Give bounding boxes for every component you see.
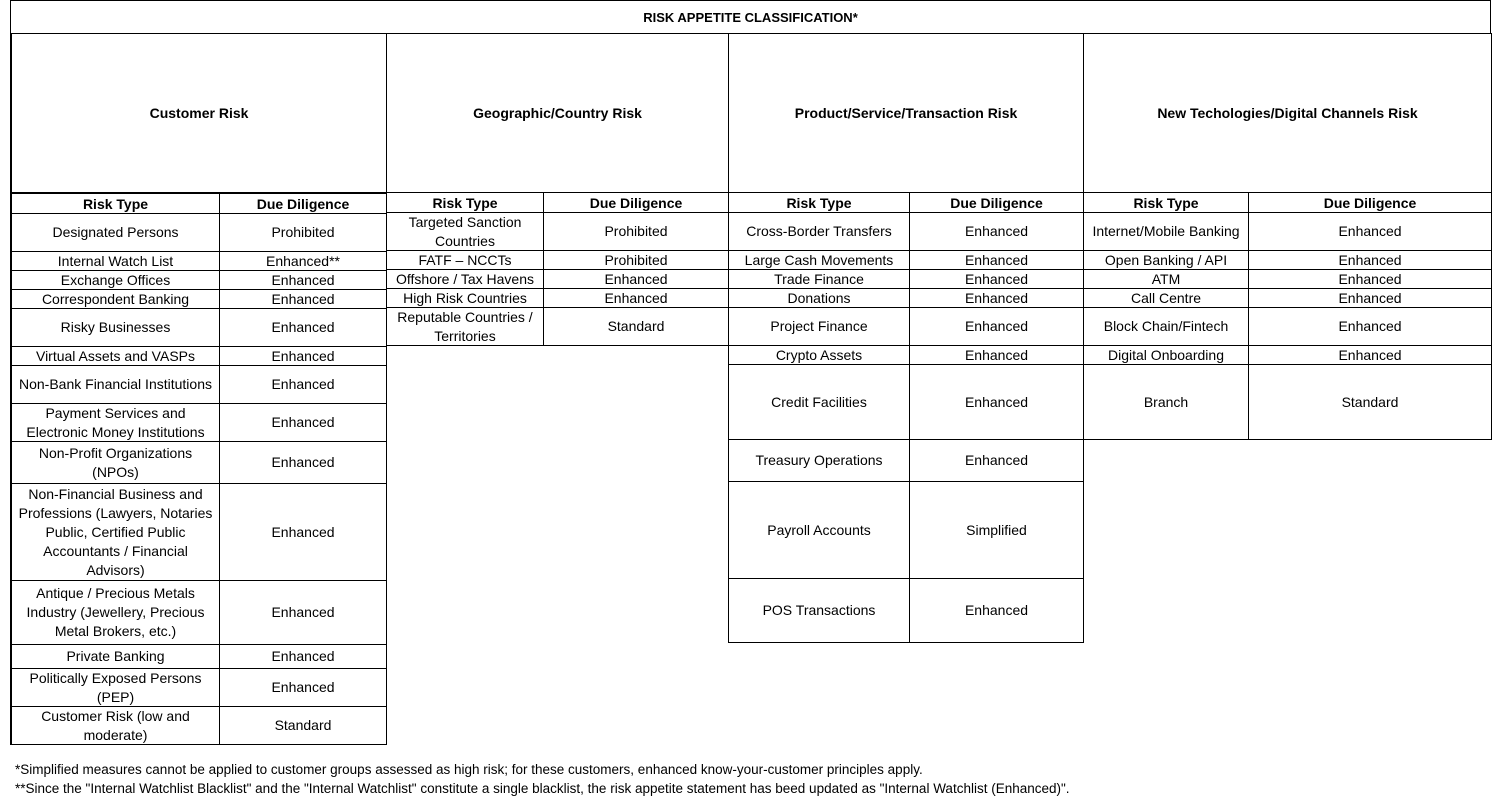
due-diligence-cell: Enhanced [271, 454, 335, 470]
column-header-row [387, 193, 728, 213]
risk-type-cell: Private Banking [12, 645, 220, 668]
risk-type-cell: Non-Profit Organizations (NPOs) [12, 442, 220, 483]
due-diligence-cell: Enhanced [964, 318, 1029, 334]
column-header-risk-type: Risk Type [1084, 193, 1249, 212]
risk-type-cell: Non-Financial Business and Professions (Lawyers, Notaries Public, Certified Public Accountants / Financial Advisors) [12, 484, 220, 580]
risk-type-cell: Open Banking / API [1084, 251, 1249, 269]
table-row [729, 440, 1083, 482]
footnote-simplified: *Simplified measures cannot be applied to customer groups assessed as high risk; for these customers, enhanced know-your-customer principles apply. [15, 762, 923, 777]
section-digital [1083, 33, 1492, 440]
due-diligence-cell: Standard [1341, 393, 1399, 410]
due-diligence-cell: Enhanced [1338, 251, 1402, 268]
page-title: RISK APPETITE CLASSIFICATION* [10, 0, 1491, 34]
due-diligence-cell: Standard [607, 318, 665, 334]
due-diligence-cell: Enhanced [271, 414, 335, 430]
footnote-watchlist: **Since the "Internal Watchlist Blacklist" and the "Internal Watchlist" constitute a single blacklist, the risk appetite statement has beed updated as "Internal Watchlist (Enhanced)". [15, 781, 1070, 796]
risk-type-cell: Customer Risk (low and moderate) [12, 707, 220, 744]
due-diligence-cell: Enhanced [964, 251, 1029, 268]
risk-type-cell: Credit Facilities [729, 365, 910, 439]
risk-type-cell: Donations [729, 289, 910, 307]
table-row [12, 442, 386, 484]
table-row [12, 214, 386, 252]
table-row [729, 308, 1083, 346]
table-row [729, 346, 1083, 365]
footnotes [15, 760, 1070, 798]
due-diligence-cell: Enhanced [604, 289, 668, 306]
column-header-row [729, 193, 1083, 213]
risk-type-cell: Antique / Precious Metals Industry (Jewellery, Precious Metal Brokers, etc.) [12, 581, 220, 644]
table-row [12, 290, 386, 309]
risk-type-cell: Politically Exposed Persons (PEP) [12, 669, 220, 706]
risk-type-cell: Targeted Sanction Countries [387, 213, 544, 250]
due-diligence-cell: Enhanced [271, 290, 335, 307]
risk-type-cell: Large Cash Movements [729, 251, 910, 269]
table-row [387, 270, 728, 289]
table-row [729, 365, 1083, 440]
due-diligence-cell: Prohibited [271, 224, 335, 240]
due-diligence-cell: Enhanced [604, 270, 668, 287]
table-row [12, 669, 386, 707]
column-header-risk-type: Risk Type [12, 194, 220, 213]
table-row [729, 482, 1083, 579]
risk-type-cell: Virtual Assets and VASPs [12, 347, 220, 365]
due-diligence-cell: Enhanced [271, 648, 335, 664]
due-diligence-cell: Enhanced [1338, 346, 1402, 363]
risk-type-cell: Crypto Assets [729, 346, 910, 364]
risk-type-cell: High Risk Countries [387, 289, 544, 307]
table-row [1084, 346, 1491, 365]
due-diligence-cell: Enhanced** [266, 252, 340, 269]
risk-type-cell: Non-Bank Financial Institutions [12, 366, 220, 403]
column-header-due-diligence: Due Diligence [589, 194, 683, 211]
table-row [12, 581, 386, 645]
column-header-due-diligence: Due Diligence [1323, 194, 1417, 211]
due-diligence-cell: Enhanced [964, 270, 1029, 287]
section-customer [10, 33, 387, 745]
table-row [12, 347, 386, 366]
risk-type-cell: Trade Finance [729, 270, 910, 288]
due-diligence-cell: Enhanced [1338, 318, 1402, 334]
table-row [729, 251, 1083, 270]
risk-type-cell: Designated Persons [12, 214, 220, 251]
column-header-due-diligence: Due Diligence [256, 195, 350, 212]
due-diligence-cell: Enhanced [271, 523, 335, 540]
table-row [1084, 213, 1491, 251]
risk-type-cell: Payment Services and Electronic Money Institutions [12, 404, 220, 441]
risk-type-cell: Correspondent Banking [12, 290, 220, 308]
due-diligence-cell: Prohibited [604, 251, 668, 268]
table-row [12, 707, 386, 745]
due-diligence-cell: Simplified [966, 521, 1027, 538]
risk-type-cell: Cross-Border Transfers [729, 213, 910, 250]
table-row [12, 271, 386, 290]
due-diligence-cell: Enhanced [964, 289, 1029, 306]
due-diligence-cell: Enhanced [271, 271, 335, 288]
risk-type-cell: Exchange Offices [12, 271, 220, 289]
section-heading-product: Product/Service/Transaction Risk [729, 33, 1083, 193]
table-row [387, 289, 728, 308]
column-header-due-diligence: Due Diligence [950, 194, 1043, 211]
table-row [1084, 270, 1491, 289]
due-diligence-cell: Enhanced [964, 452, 1029, 468]
table-row [12, 404, 386, 442]
table-row [1084, 365, 1491, 440]
risk-type-cell: Reputable Countries / Territories [387, 308, 544, 345]
section-geographic [386, 33, 729, 346]
column-header-row [1084, 193, 1491, 213]
table-row [729, 270, 1083, 289]
column-header-risk-type: Risk Type [729, 193, 910, 212]
risk-type-cell: Treasury Operations [729, 440, 910, 481]
due-diligence-cell: Enhanced [964, 223, 1029, 239]
risk-type-cell: Offshore / Tax Havens [387, 270, 544, 288]
column-header-risk-type: Risk Type [387, 193, 544, 212]
risk-type-cell: Internal Watch List [12, 252, 220, 270]
table-row [729, 579, 1083, 643]
risk-type-cell: Digital Onboarding [1084, 346, 1249, 364]
risk-type-cell: POS Transactions [729, 579, 910, 642]
table-row [12, 309, 386, 347]
due-diligence-cell: Enhanced [271, 376, 335, 392]
due-diligence-cell: Enhanced [271, 679, 335, 695]
due-diligence-cell: Enhanced [964, 602, 1029, 618]
risk-type-cell: Call Centre [1084, 289, 1249, 307]
due-diligence-cell: Enhanced [271, 347, 335, 364]
due-diligence-cell: Enhanced [964, 346, 1029, 363]
due-diligence-cell: Enhanced [1338, 223, 1402, 239]
section-product [728, 33, 1084, 643]
table-row [1084, 289, 1491, 308]
section-heading-geographic: Geographic/Country Risk [387, 33, 728, 193]
table-row [12, 484, 386, 581]
table-row [729, 289, 1083, 308]
due-diligence-cell: Enhanced [1338, 270, 1402, 287]
risk-type-cell: Internet/Mobile Banking [1084, 213, 1249, 250]
due-diligence-cell: Prohibited [604, 223, 668, 239]
table-row [12, 252, 386, 271]
risk-type-cell: Payroll Accounts [729, 482, 910, 578]
section-heading-digital: New Techologies/Digital Channels Risk [1084, 33, 1491, 193]
table-row [387, 308, 728, 346]
due-diligence-cell: Enhanced [271, 319, 335, 335]
risk-type-cell: Project Finance [729, 308, 910, 345]
column-header-row [12, 194, 386, 214]
due-diligence-cell: Enhanced [964, 393, 1029, 410]
due-diligence-cell: Standard [274, 717, 332, 733]
table-row [12, 645, 386, 669]
table-row [1084, 308, 1491, 346]
table-row [387, 213, 728, 251]
table-row [1084, 251, 1491, 270]
due-diligence-cell: Enhanced [1338, 289, 1402, 306]
section-heading-customer: Customer Risk [12, 33, 386, 194]
risk-type-cell: Branch [1084, 365, 1249, 439]
risk-type-cell: Block Chain/Fintech [1084, 308, 1249, 345]
risk-type-cell: FATF – NCCTs [387, 251, 544, 269]
table-row [729, 213, 1083, 251]
due-diligence-cell: Enhanced [271, 604, 335, 620]
table-row [12, 366, 386, 404]
risk-type-cell: ATM [1084, 270, 1249, 288]
table-row [387, 251, 728, 270]
risk-type-cell: Risky Businesses [12, 309, 220, 346]
